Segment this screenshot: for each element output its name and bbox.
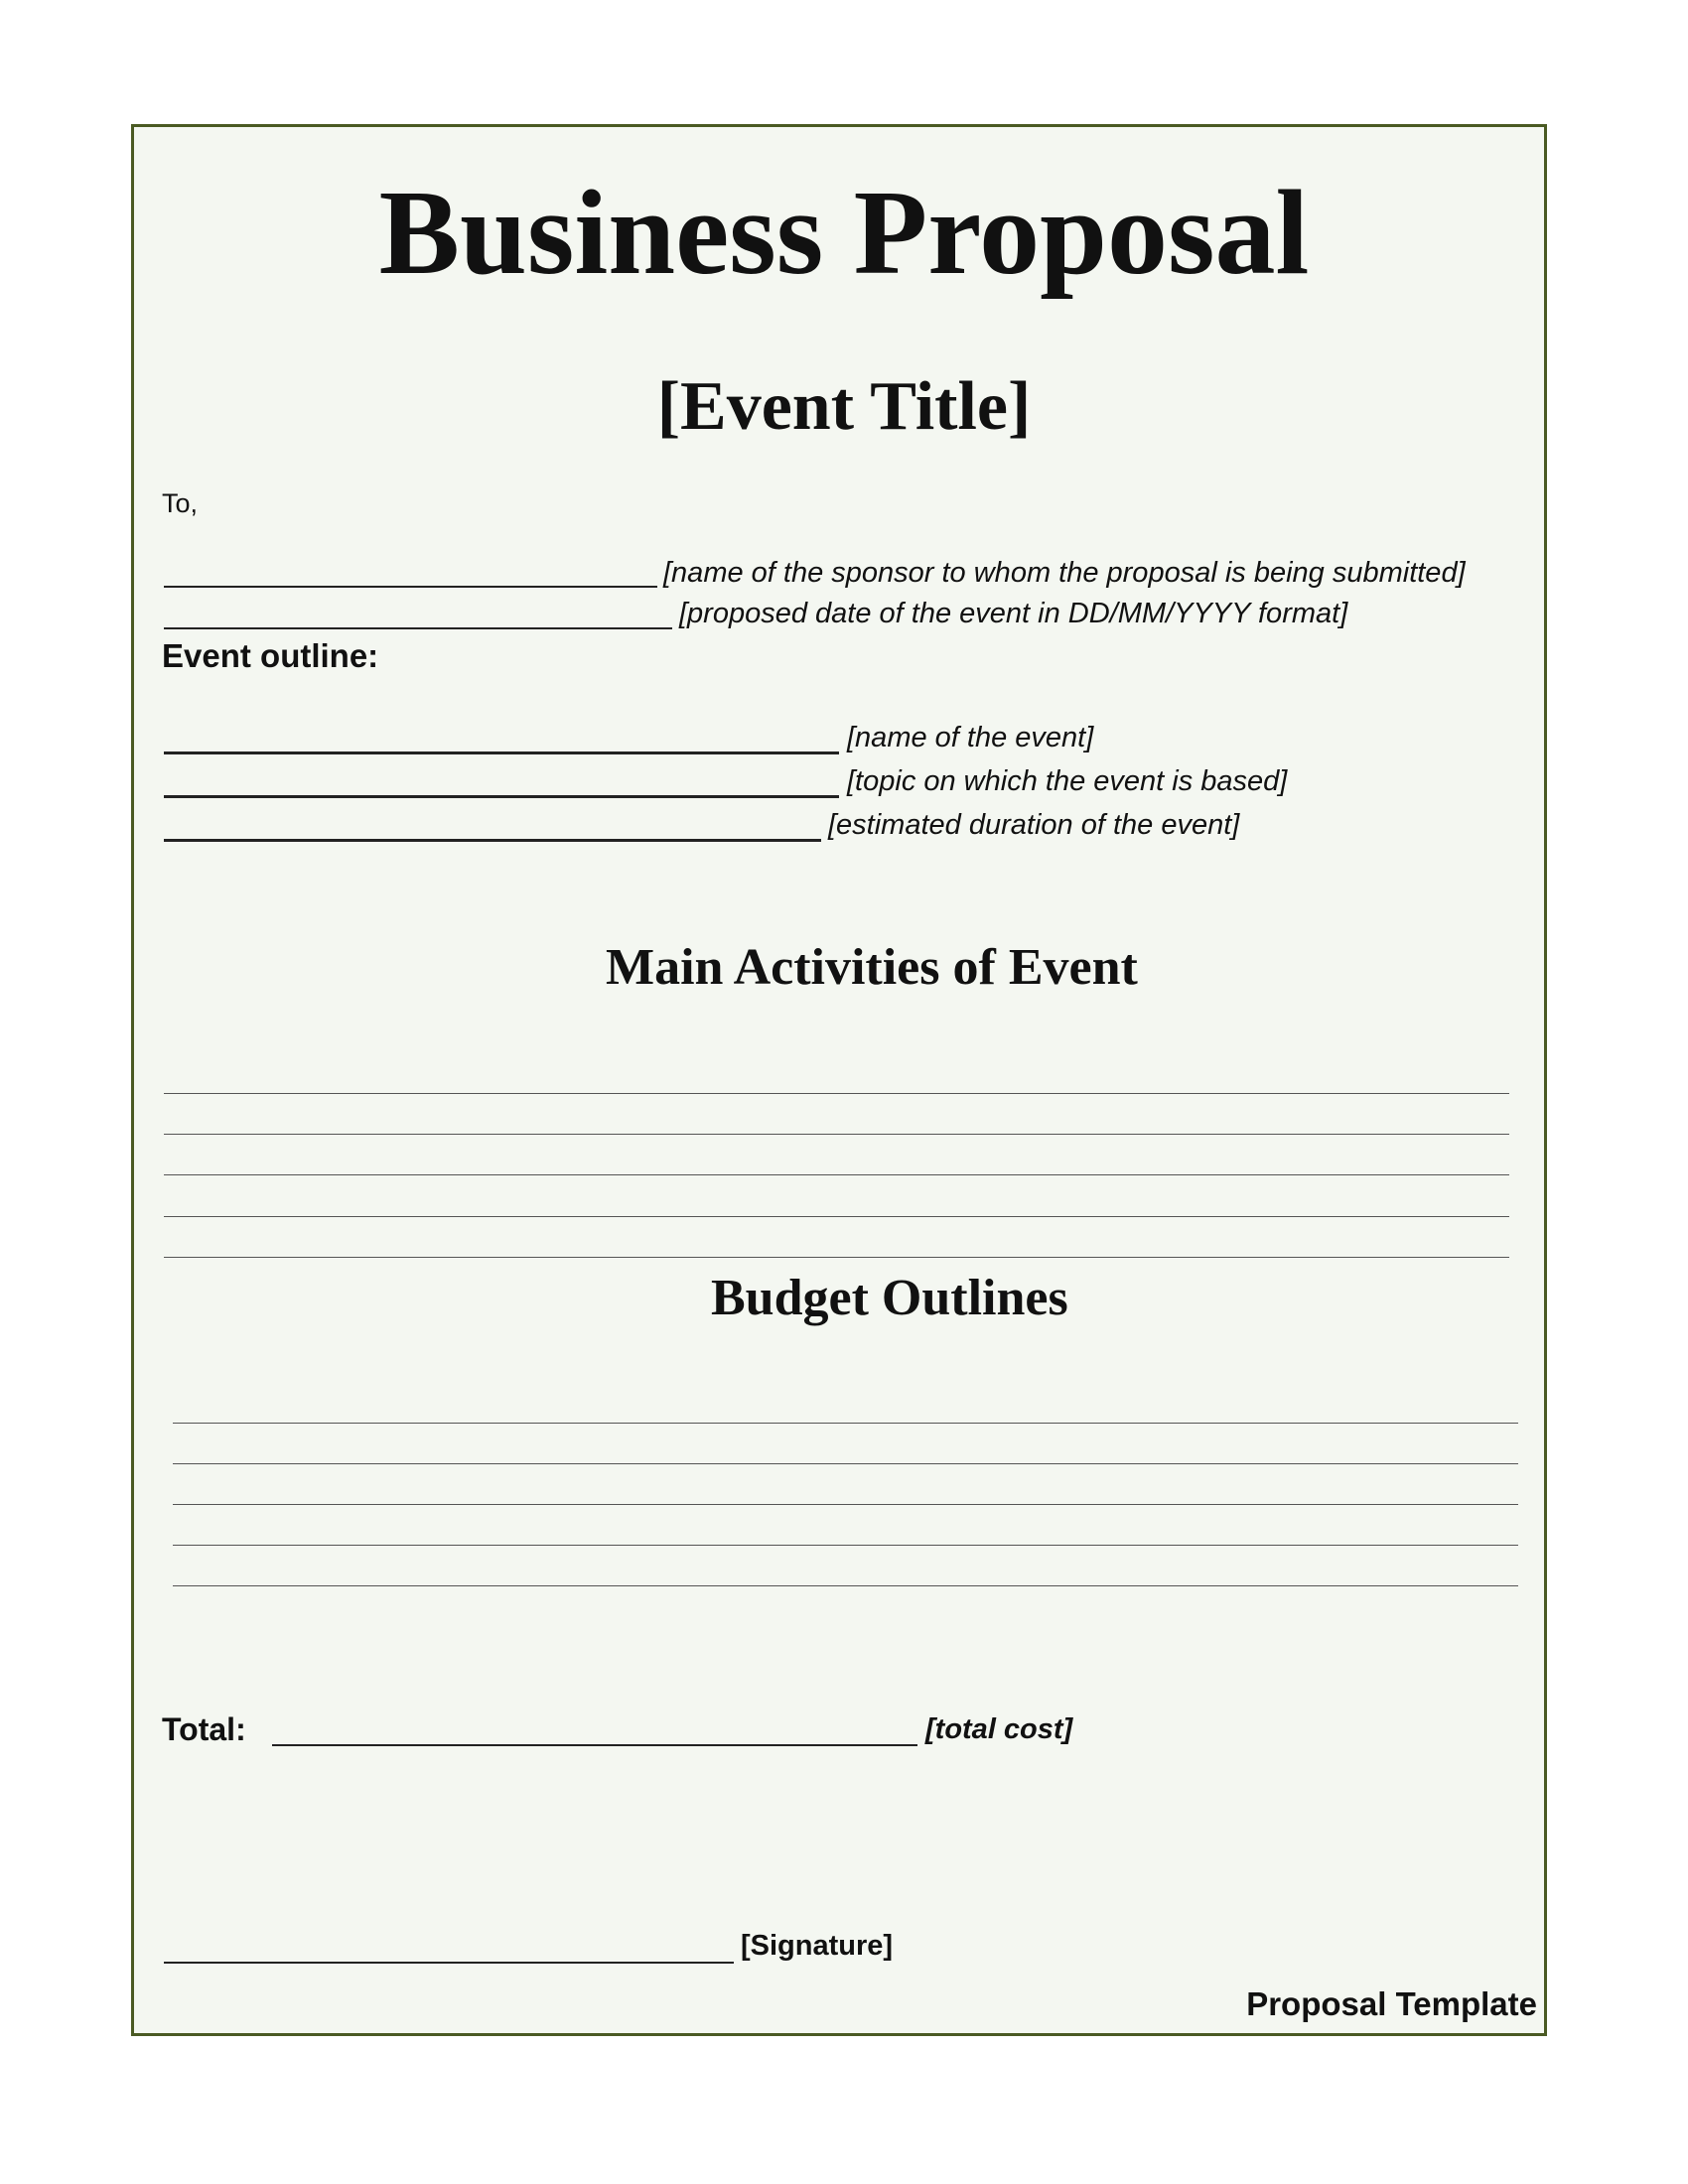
- event-name-blank-line[interactable]: [164, 751, 839, 754]
- event-duration-blank-line[interactable]: [164, 839, 821, 842]
- event-name-hint: [name of the event]: [847, 722, 1094, 753]
- event-topic-blank-line[interactable]: [164, 795, 839, 798]
- budget-line[interactable]: [173, 1423, 1518, 1424]
- event-topic-hint: [topic on which the event is based]: [847, 765, 1288, 797]
- event-duration-hint: [estimated duration of the event]: [828, 809, 1240, 841]
- event-outline-label: Event outline:: [162, 637, 379, 674]
- budget-heading: Budget Outlines: [711, 1270, 1068, 1326]
- activity-line[interactable]: [164, 1174, 1509, 1175]
- sponsor-hint: [name of the sponsor to whom the proposal is being submitted]: [663, 557, 1466, 589]
- activity-line[interactable]: [164, 1216, 1509, 1217]
- budget-line[interactable]: [173, 1463, 1518, 1464]
- total-label: Total:: [162, 1711, 246, 1747]
- document-title: Business Proposal: [378, 166, 1310, 300]
- date-hint: [proposed date of the event in DD/MM/YYYY format]: [679, 598, 1348, 629]
- signature-blank-line[interactable]: [164, 1962, 734, 1964]
- total-blank-line[interactable]: [272, 1744, 917, 1746]
- activity-line[interactable]: [164, 1093, 1509, 1094]
- sponsor-blank-line[interactable]: [164, 586, 657, 588]
- activities-heading: Main Activities of Event: [606, 939, 1138, 996]
- activity-line[interactable]: [164, 1257, 1509, 1258]
- signature-hint: [Signature]: [741, 1930, 894, 1962]
- footer-label: Proposal Template: [1246, 1985, 1537, 2022]
- budget-line[interactable]: [173, 1585, 1518, 1586]
- salutation: To,: [162, 488, 199, 518]
- total-hint: [total cost]: [925, 1713, 1073, 1745]
- budget-line[interactable]: [173, 1504, 1518, 1505]
- event-title: [Event Title]: [656, 368, 1032, 445]
- activity-line[interactable]: [164, 1134, 1509, 1135]
- date-blank-line[interactable]: [164, 627, 672, 629]
- budget-line[interactable]: [173, 1545, 1518, 1546]
